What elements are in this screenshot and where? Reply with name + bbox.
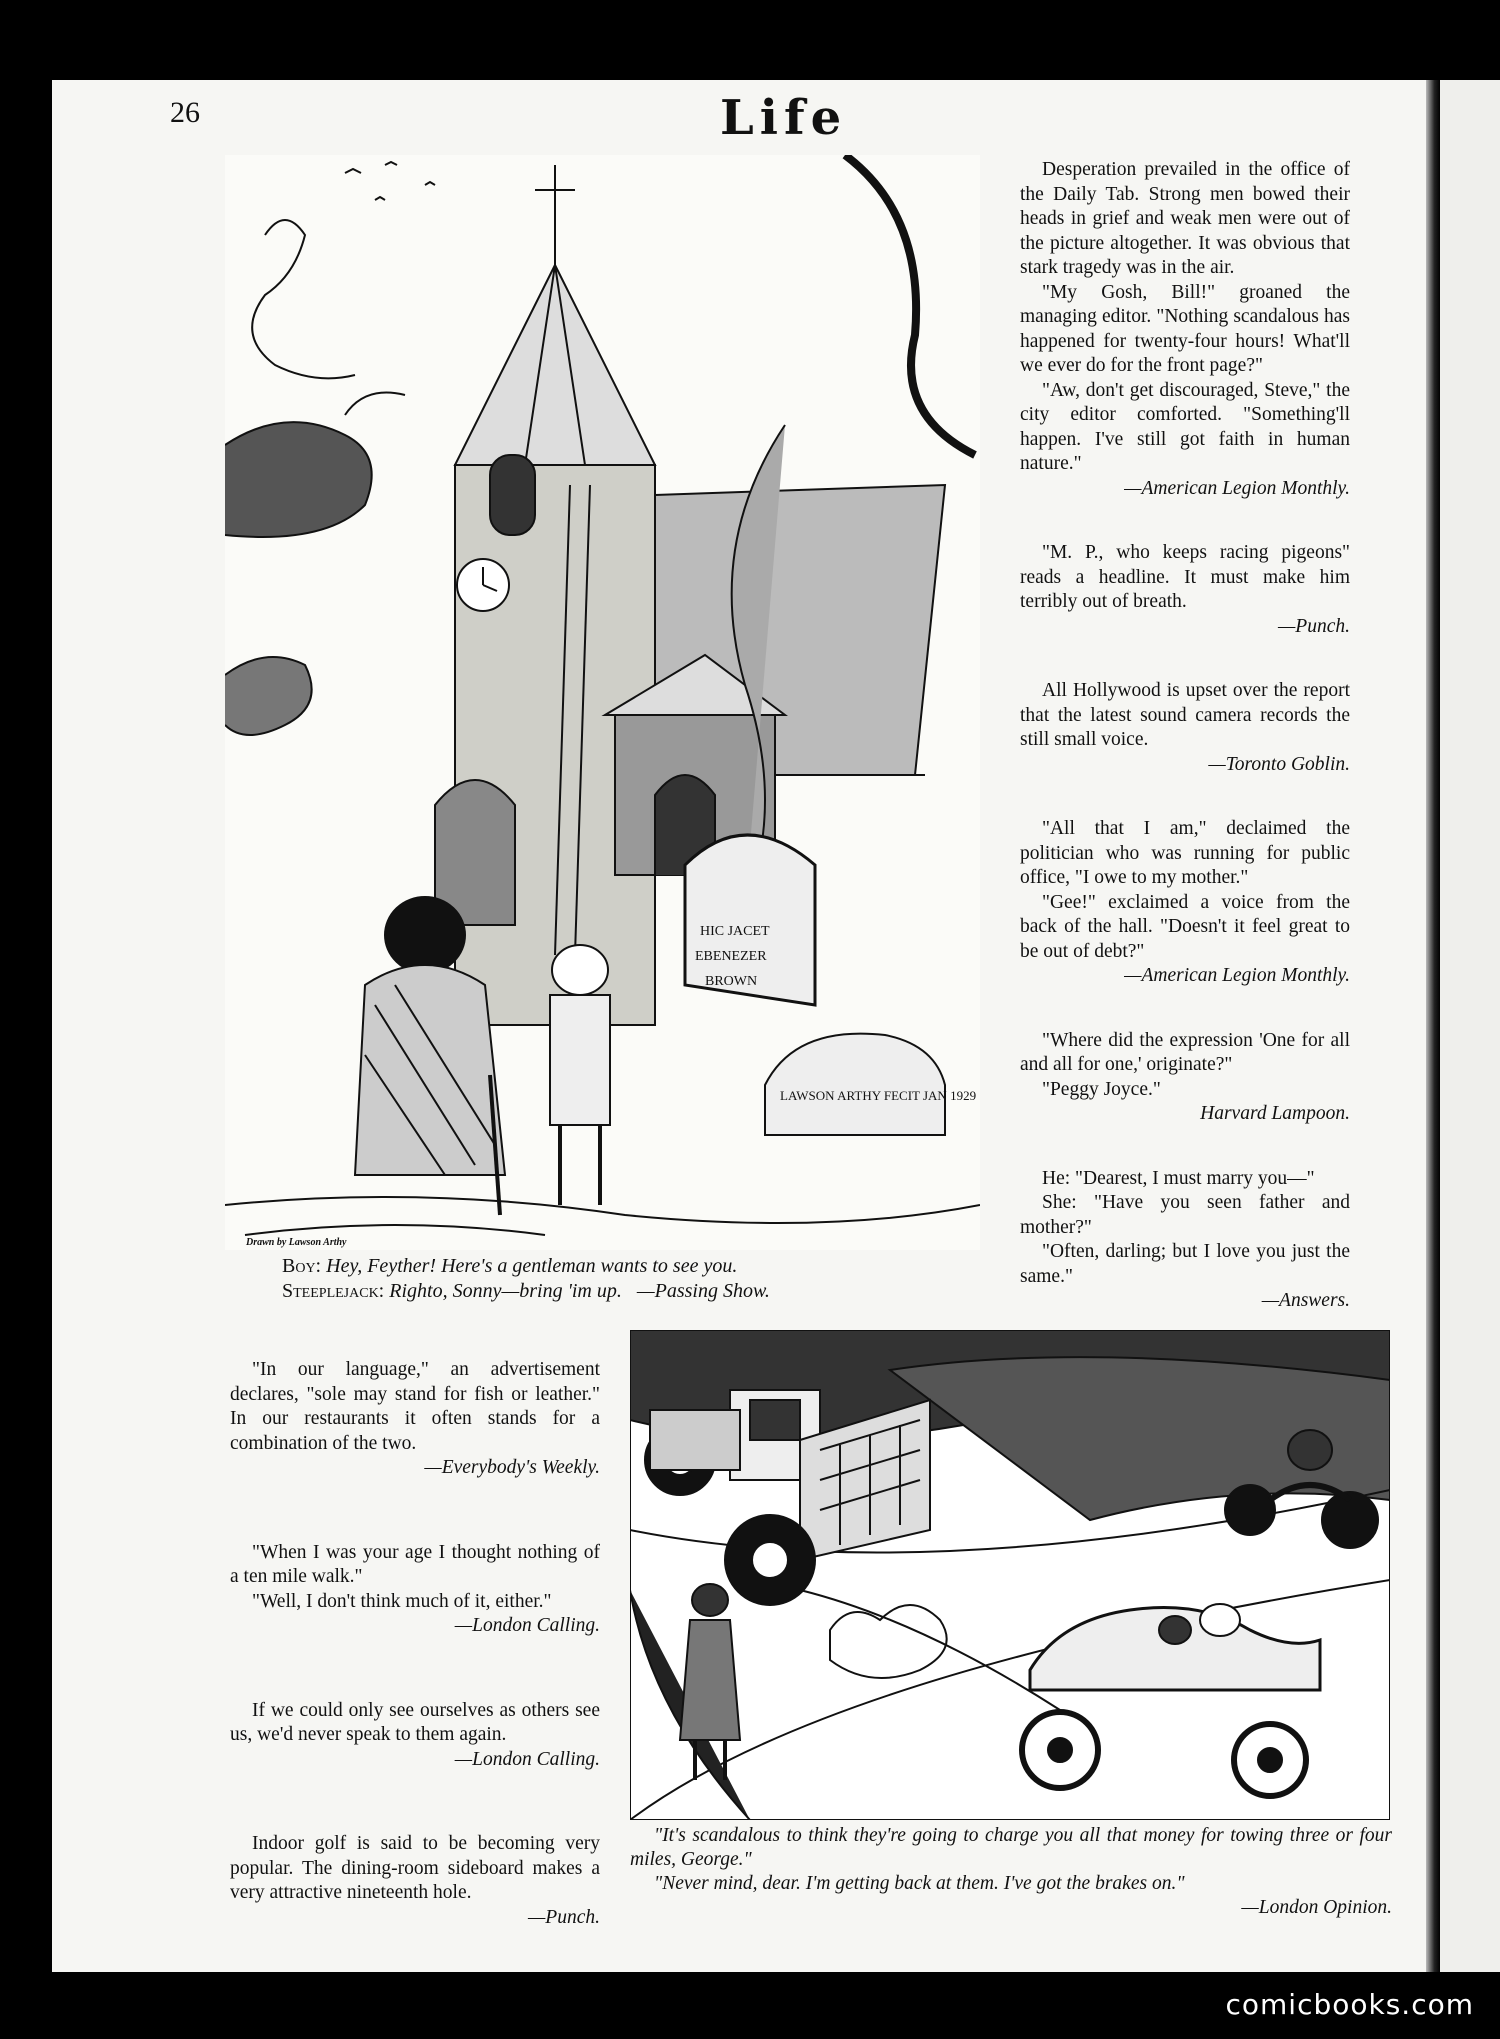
caption-line-george: "Never mind, dear. I'm getting back at them. I've got the brakes on." [654, 1873, 1185, 1894]
attribution: —American Legion Monthly. [1124, 965, 1350, 986]
joke-indoor-golf [230, 1832, 600, 1930]
joke-daily-tab [1020, 158, 1350, 501]
paragraph: "Gee!" exclaimed a voice from the back of the hall. "Doesn't it feel great to be out of debt?" [1020, 891, 1350, 962]
paragraph: All Hollywood is upset over the report that the latest sound camera records the still small voice. [1020, 680, 1350, 750]
church-cartoon-caption [282, 1254, 992, 1304]
joke-politician [1020, 817, 1350, 989]
paragraph: "Peggy Joyce." [1042, 1078, 1161, 1100]
attribution: —Toronto Goblin. [1208, 753, 1350, 775]
paragraph: "When I was your age I thought nothing of a ten mile walk." [230, 1541, 600, 1587]
paragraph: She: "Have you seen father and mother?" [1020, 1192, 1350, 1238]
joke-ten-mile-walk [230, 1541, 600, 1639]
attribution: —London Calling. [454, 1615, 600, 1636]
paragraph: Desperation prevailed in the office of the Daily Tab. Strong men bowed their heads in grief and weak men were out of the picture altogether. It was obvious that stark tragedy was in the air. [1020, 159, 1350, 278]
masthead: Life [720, 90, 848, 146]
towing-drawing [630, 1330, 1390, 1820]
attribution: —American Legion Monthly. [1124, 477, 1350, 499]
joke-hollywood [1020, 679, 1350, 777]
watermark: comicbooks.com [1225, 1988, 1474, 2021]
paragraph: "Often, darling; but I love you just the same." [1020, 1241, 1350, 1287]
next-page-edge [1440, 80, 1500, 1972]
caption-attribution: —London Opinion. [1241, 1897, 1392, 1918]
paragraph: "Well, I don't think much of it, either." [252, 1590, 552, 1612]
artist-signature: LAWSON ARTHY FECIT JAN 1929 [780, 1088, 977, 1103]
right-column [1020, 158, 1350, 1314]
paragraph: Indoor golf is said to be becoming very popular. The dining-room sideboard makes a very attractive nineteenth hole. [230, 1833, 600, 1903]
attribution: —London Calling. [454, 1748, 600, 1770]
paragraph: "Where did the expression 'One for all and all for one,' originate?" [1020, 1029, 1350, 1075]
speaker-boy: Boy: [282, 1255, 322, 1277]
tombstone-line-3: BROWN [705, 974, 758, 989]
caption-line-boy [282, 1254, 992, 1279]
attribution: —Answers. [1261, 1290, 1350, 1311]
paragraph: He: "Dearest, I must marry you—" [1042, 1167, 1315, 1189]
paragraph: "My Gosh, Bill!" groaned the managing editor. "Nothing scandalous has happened for twenty-four hours! What'll we ever do for the front page?" [1020, 281, 1350, 376]
caption-line-steeplejack [282, 1279, 992, 1304]
towing-cartoon-caption [630, 1824, 1392, 1920]
joke-marry-you [1020, 1167, 1350, 1314]
artist-credit: Drawn by Lawson Arthy [246, 1237, 347, 1248]
paragraph: "In our language," an advertisement declares, "sole may stand for fish or leather." In our restaurants it often stands for a combination of the two. [230, 1359, 600, 1454]
speaker-steeplejack: Steeplejack: [282, 1280, 385, 1302]
church-illustration [225, 155, 980, 1250]
joke-sole [230, 1358, 600, 1481]
paragraph: If we could only see ourselves as others see us, we'd never speak to them again. [230, 1699, 600, 1745]
towing-illustration [630, 1330, 1390, 1820]
attribution: —Punch. [527, 1906, 600, 1928]
attribution: —Punch. [1277, 615, 1350, 637]
joke-racing-pigeons [1020, 541, 1350, 639]
attribution: —Everybody's Weekly. [424, 1457, 600, 1478]
page-number: 26 [170, 96, 200, 129]
boy-dialogue: Hey, Feyther! Here's a gentleman wants to see you. [326, 1255, 738, 1277]
attribution: Harvard Lampoon. [1200, 1103, 1350, 1124]
joke-one-for-all [1020, 1029, 1350, 1127]
paragraph: "M. P., who keeps racing pigeons" reads a headline. It must make him terribly out of breath. [1020, 542, 1350, 612]
paragraph: "Aw, don't get discouraged, Steve," the city editor comforted. "Something'll happen. I've still got faith in human nature." [1020, 379, 1350, 474]
paragraph: "All that I am," declaimed the politician who was running for public office, "I owe to my mother." [1020, 818, 1350, 888]
caption-attribution: —Passing Show. [636, 1280, 770, 1302]
steeplejack-dialogue: Righto, Sonny—bring 'im up. [389, 1280, 622, 1302]
tombstone-line-1: HIC JACET [700, 924, 770, 939]
caption-line-wife: "It's scandalous to think they're going to charge you all that money for towing three or four miles, George." [630, 1825, 1392, 1870]
church-drawing [225, 155, 980, 1250]
joke-see-ourselves [230, 1699, 600, 1773]
tombstone-line-2: EBENEZER [695, 949, 767, 964]
page-spine [1426, 80, 1440, 1972]
left-column [230, 1358, 600, 1930]
